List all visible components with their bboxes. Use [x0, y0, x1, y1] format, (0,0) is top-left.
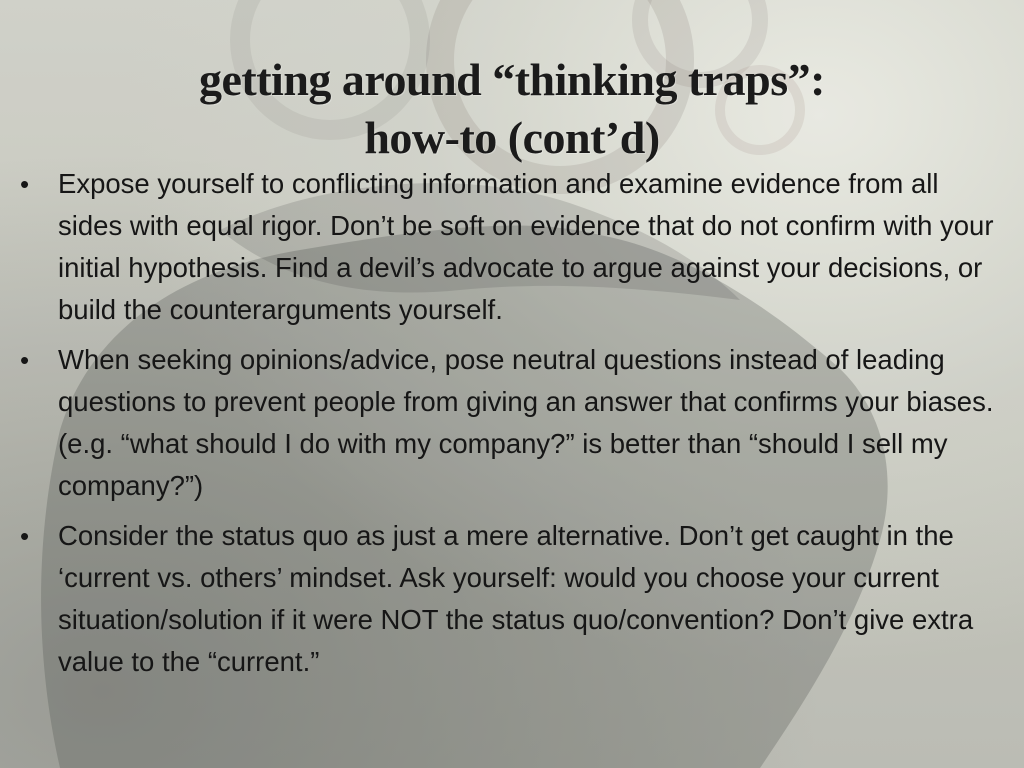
bullet-item	[18, 515, 1008, 683]
bullet-item	[18, 163, 1008, 331]
bullet-text: Expose yourself to conflicting information and examine evidence from all sides with equal rigor. Don’t be soft on evidence that do not confirm with your initial hypothesis. Find a devil’s advocate to argue against your decisions, or build the counterarguments yourself.	[58, 168, 994, 325]
title-line-1: getting around “thinking traps”:	[198, 53, 825, 105]
bullet-icon: •	[20, 345, 30, 375]
bullet-text: Consider the status quo as just a mere alternative. Don’t get caught in the ‘current vs. others’ mindset. Ask yourself: would you choose your current situation/solution if it were NOT the status quo/convention? Don’t give extra value to the “current.”	[58, 520, 974, 677]
title-line-2: how-to (cont’d)	[364, 111, 660, 163]
bullet-icon: •	[20, 169, 30, 199]
slide-title	[60, 51, 964, 167]
bullet-icon: •	[20, 521, 30, 551]
bullet-list	[18, 163, 1008, 691]
bullet-text: When seeking opinions/advice, pose neutral questions instead of leading questions to prevent people from giving an answer that confirms your biases. (e.g. “what should I do with my company?” is better than “should I sell my company?”)	[58, 344, 994, 501]
bullet-item	[18, 339, 1008, 507]
